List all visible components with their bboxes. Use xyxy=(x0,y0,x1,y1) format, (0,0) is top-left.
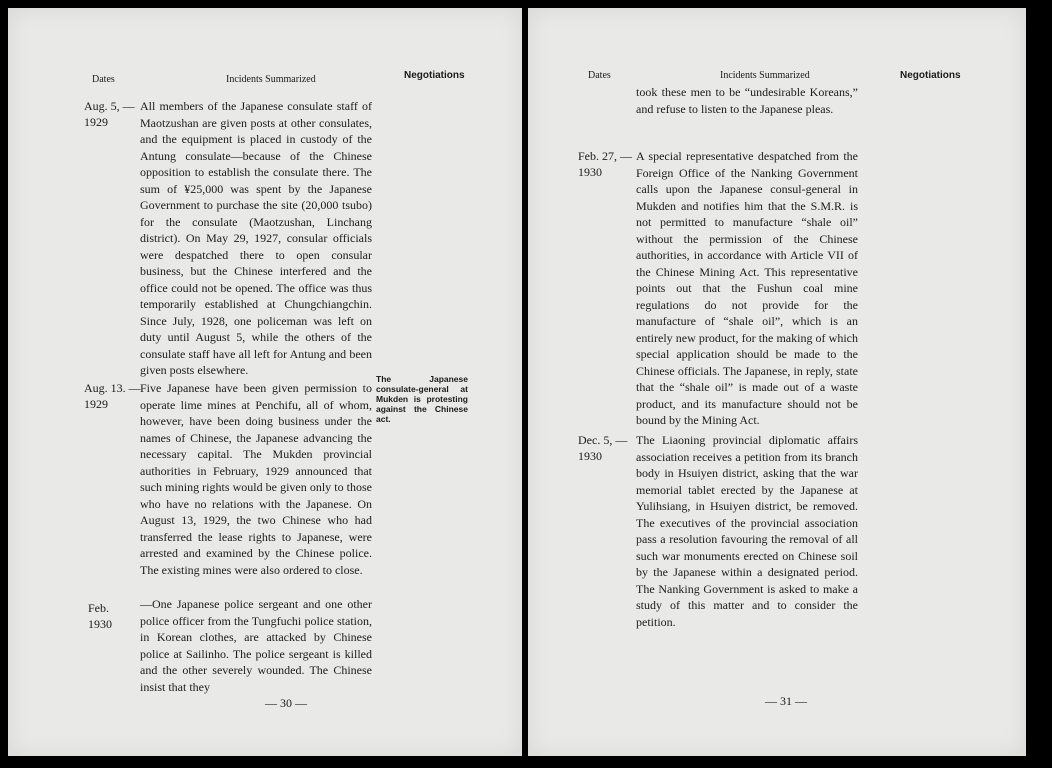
entry-date-day: Aug. 5, — xyxy=(84,99,135,113)
entry-date-year: 1929 xyxy=(84,397,108,411)
entry-date xyxy=(84,380,141,412)
entry-date-year: 1930 xyxy=(88,617,112,631)
entry-date-day: Dec. 5, — xyxy=(578,433,628,447)
entry-date-year: 1929 xyxy=(84,115,108,129)
entry-text: All members of the Japanese consulate staff of Maotzushan are given posts at other consulates, and the equipment is placed in custody of the Antung consulate—because of the Chinese opposition to establish the consulate there. The sum of ¥25,000 was spent by the Japanese Government to purchase the site (20,000 tsubo) for the consulate (Maotzushan, Linchang district). On May 29, 1927, consular officials were despatched there to open consular business, but the Chinese interfered and the office could not be opened. The office was thus temporarily established at Chungchiangchin. Since July, 1928, one policeman was left on duty until August 5, while the others of the consulate staff have all left for Antung and been given posts elsewhere. xyxy=(140,99,372,377)
entry-date-year: 1930 xyxy=(578,165,602,179)
entry-date-day: Feb. xyxy=(88,601,109,615)
entry-text: —One Japanese police sergeant and one other police officer from the Tungfuchi police station, in Korean clothes, are attacked by Chinese police at Sailinho. The police sergeant is killed and the other severely wounded. The Chinese insist that they xyxy=(140,597,372,694)
entry-date-day: Aug. 13. — xyxy=(84,381,141,395)
entry-date xyxy=(578,432,627,464)
right-page xyxy=(528,8,1026,756)
left-page xyxy=(8,8,522,756)
entry-date-day: Feb. 27, — xyxy=(578,149,632,163)
dates-header: Dates xyxy=(588,70,611,81)
dates-header: Dates xyxy=(92,74,115,85)
entry-date xyxy=(578,148,632,180)
entry-text: Five Japanese have been given permission to operate lime mines at Penchifu, all of whom, however, have been doing business under the names of Chinese, the Japanese advancing the necessary capital. The Mukden provincial authorities in February, 1929 announced that such mining rights would be given only to those who have no relations with the Japanese. On August 13, 1929, the two Chinese who had transferred the lease rights to Japanese, were arrested and examined by the Chinese police. The existing mines were also ordered to close. xyxy=(140,381,372,577)
entry-text: A special representative despatched from the Foreign Office of the Nanking Government calls upon the Japanese consul-general in Mukden and notifies him that the S.M.R. is not permitted to manufacture “shale oil” without the permission of the Chinese authorities, in accordance with Article VII of the Chinese Mining Act. This representative points out that the Fushun coal mine regulations do not provide for the manufacture of “shale oil”, which is an entirely new product, for the making of which special application should be made to the Chinese officials. The Japanese, in reply, state that the “shale oil” is made out of a waste product, and its manufacture should not be bound by the Mining Act. xyxy=(636,149,858,427)
incidents-header: Incidents Summarized xyxy=(720,70,810,81)
entry-date-year: 1930 xyxy=(578,449,602,463)
entry-text: The Liaoning provincial diplomatic affairs association receives a petition from its branch body in Hsuiyen district, asking that the war memorial tablet erected by the Japanese at Yulihsiang, in Hsuiyen district, be removed. The executives of the provincial association pass a resolution favouring the removal of all such war monuments erected on Chinese soil by the Japanese within a designated period. The Nanking Government is asked to make a study of this matter and to consider the petition. xyxy=(636,433,858,629)
page-number: — 30 — xyxy=(265,696,307,710)
negotiations-header: Negotiations xyxy=(404,70,465,81)
entry-date xyxy=(84,98,135,130)
negotiations-header: Negotiations xyxy=(900,70,961,81)
negotiation-note: The Japanese consulate-general at Mukden is protesting against the Chinese act. xyxy=(376,374,468,424)
page-number: — 31 — xyxy=(765,694,807,708)
continuation-text: took these men to be “undesirable Koreans,” and refuse to listen to the Japanese pleas. xyxy=(636,85,858,116)
entry-date xyxy=(88,600,112,632)
incidents-header: Incidents Summarized xyxy=(226,74,316,85)
